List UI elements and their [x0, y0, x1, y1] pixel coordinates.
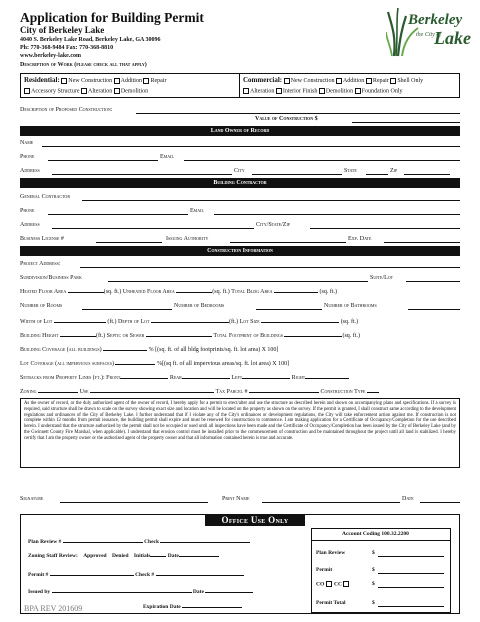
owner-address-field[interactable] — [52, 174, 232, 175]
com-interior-finish-label: Interior Finish — [282, 88, 318, 95]
com-alteration-label: Alteration — [250, 88, 275, 95]
number-of-bedrooms-field[interactable] — [256, 309, 322, 310]
zoning-review-row — [28, 553, 219, 559]
contractor-header: Building Contractor — [20, 178, 460, 188]
plan-review-check-label: Check — [144, 539, 160, 545]
subdivision-field[interactable] — [108, 281, 368, 282]
plan-review-row — [28, 539, 250, 545]
setback-rear-field[interactable] — [182, 378, 230, 379]
zoning-review-label: Zoning Staff Review: — [28, 553, 78, 559]
cc-checkbox[interactable] — [343, 581, 349, 587]
com-demolition-label: Demolition — [325, 88, 354, 95]
contractor-address-label: Address — [20, 222, 40, 228]
page-title: Application for Building Permit — [20, 10, 204, 25]
setback-front-field[interactable] — [120, 378, 168, 379]
owner-zip-label: Zip — [390, 168, 398, 174]
commercial-row-2 — [243, 88, 403, 94]
expiration-date-label: Expiration Date — [143, 604, 181, 610]
issued-by-field[interactable] — [52, 592, 192, 593]
zoning-date-field[interactable] — [179, 556, 219, 557]
initials-field[interactable] — [150, 556, 166, 557]
permit-total-field[interactable] — [378, 606, 444, 607]
issued-by-label: Issued by — [28, 589, 51, 595]
com-foundation-only-checkbox[interactable] — [355, 88, 361, 94]
cc-label: CC — [334, 581, 342, 588]
number-of-bedrooms-label: Number of Bedrooms — [174, 303, 225, 309]
building-height-label: Building Height — [20, 333, 59, 339]
revision-code: BPA REV 201609 — [24, 604, 83, 613]
contractor-citystatezip-field[interactable] — [310, 228, 460, 229]
issued-date-label: Date — [192, 589, 204, 595]
plan-review-field[interactable] — [63, 542, 143, 543]
res-alteration-label: Alteration — [87, 88, 113, 95]
issuing-authority-label: Issuing Authority — [166, 236, 209, 242]
permit-row — [28, 572, 244, 578]
contractor-phone-field[interactable] — [48, 214, 188, 215]
unheated-area-unit: (sq. ft.) — [212, 289, 230, 295]
lot-size-field[interactable] — [261, 322, 339, 323]
work-description-heading: Description of Work (please check all that apply) — [20, 62, 147, 68]
lot-coverage-formula: %[(sq ft. of all impervious areas/sq. ft. lot area) X 100] — [156, 361, 290, 367]
building-coverage-formula: % [(sq. ft. of all bldg footprints/sq. ft. lot area) X 100] — [148, 347, 279, 353]
legal-certification-text: As the owner of record, or the duly authorized agent of the owner of record, I hereby apply for a permit to erect/alter and use the structure as described herein and shown on accompanying plans and specifications. If a survey is required, said structure shall be drawn to scale on the survey showing exact size and location and will be located on the property as shown on the survey. If the permit is granted, I shall construct same according to the development regulations and ordinances of the City of Berkeley Lake. I further understand that if I violate any of the City's ordinances or development regulations, the City will take enforcement action against me. If construction is not complete within 12 months from permit issuance, the building permit shall expire and must be renewed for construction to commence. I am making application for a Certificate of Occupancy/Completion for the use described herein. I understand that the structure authorized by the permit shall not be occupied or used until all inspections have been made and the Certificate of Occupancy/Completion has been issued by the City of Berkeley Lake (and by the Gwinnett County Fire Marshal, when applicable). I understand that erosion control must be installed prior to the commencement of construction and be maintained throughout the project until all land is stabilized. I hereby certify that I am the property owner or the authorized agent of the property owner and that all information contained herein is true and accurate. — [20, 398, 460, 468]
height-unit: (ft.) — [96, 333, 106, 339]
permit-check-field[interactable] — [156, 575, 244, 576]
acct-co-cc-field[interactable] — [378, 587, 444, 588]
logo-word-berkeley: Berkeley — [408, 12, 463, 28]
lot-size-label: Lot Size — [239, 319, 260, 325]
heated-area-unit: (sq. ft.) — [103, 289, 122, 295]
business-license-field[interactable] — [96, 242, 162, 243]
floor-area-row — [20, 289, 337, 295]
signature-date-field[interactable] — [420, 502, 460, 503]
zoning-field[interactable] — [38, 392, 78, 393]
plan-review-label: Plan Review # — [28, 539, 62, 545]
width-of-lot-field[interactable] — [54, 322, 106, 323]
logo-word-lake: Lake — [434, 28, 471, 48]
lot-coverage-field[interactable] — [115, 364, 155, 365]
contractor-email-field[interactable] — [214, 214, 460, 215]
total-footprint-field[interactable] — [284, 336, 342, 337]
issued-date-field[interactable] — [205, 592, 253, 593]
logo-word-the-city-of: the City of — [416, 32, 441, 38]
building-height-field[interactable] — [60, 336, 96, 337]
heated-area-field[interactable] — [68, 292, 104, 293]
res-new-construction-label: New Construction — [68, 78, 113, 84]
suite-lot-label: Suite/Lot — [370, 275, 394, 281]
business-license-label: Business License # — [20, 236, 64, 242]
account-coding-label: Account Coding 100.32.2200 — [342, 531, 409, 537]
exp-date-field[interactable] — [384, 242, 460, 243]
construction-type-field[interactable] — [367, 392, 379, 393]
office-use-box — [20, 514, 460, 614]
city-website: www.berkeley-lake.com — [20, 53, 81, 59]
acct-permit-dollar: $ — [372, 567, 375, 573]
setback-left-label: Left — [231, 375, 243, 381]
print-name-label: Print Name — [222, 496, 250, 502]
res-accessory-checkbox[interactable] — [24, 88, 30, 94]
lot-dimensions-row — [20, 319, 358, 325]
acct-plan-review-field[interactable] — [378, 556, 444, 557]
residential-row-1 — [24, 76, 166, 84]
com-repair-label: Repair — [372, 78, 389, 84]
setbacks-row — [20, 375, 349, 381]
res-addition-label: Addition — [120, 78, 142, 84]
com-shell-only-checkbox[interactable] — [390, 78, 396, 84]
commercial-row-1 — [243, 76, 423, 84]
footprint-unit: (sq. ft.) — [342, 333, 360, 339]
initials-label: Initials — [133, 553, 151, 559]
com-addition-label: Addition — [342, 78, 365, 84]
setback-rear-label: Rear — [169, 375, 182, 381]
signature-label: Signature — [20, 496, 44, 502]
acct-permit-label: Permit — [316, 567, 333, 573]
general-contractor-label: General Contractor — [20, 194, 70, 200]
total-bldg-area-field[interactable] — [274, 292, 318, 293]
construction-type-label: Construction Type — [320, 389, 366, 395]
description-label: Description of Proposed Construction: — [20, 107, 113, 113]
building-coverage-label: Building Coverage (all buildings) — [20, 347, 102, 353]
land-owner-header: Land Owner of Record — [20, 126, 460, 136]
depth-unit: (ft.) — [228, 319, 239, 325]
contractor-address-field[interactable] — [52, 228, 254, 229]
total-bldg-area-unit: (sq. ft.) — [319, 289, 337, 295]
owner-city-field[interactable] — [252, 174, 342, 175]
value-label: Value of Construction $ — [255, 116, 318, 122]
setback-right-label: Right — [291, 375, 306, 381]
com-new-construction-checkbox[interactable] — [284, 78, 290, 84]
contractor-phone-label: Phone — [20, 208, 35, 214]
septic-sewer-label: Septic or Sewer — [106, 333, 145, 339]
com-alteration-checkbox[interactable] — [243, 88, 249, 94]
permit-number-field[interactable] — [50, 575, 134, 576]
project-address-label: Project Address: — [20, 261, 61, 267]
number-of-bathrooms-label: Number of Bathrooms — [324, 303, 377, 309]
res-alteration-checkbox[interactable] — [81, 88, 87, 94]
value-field[interactable] — [352, 122, 460, 123]
lot-size-unit: (sq. ft.) — [340, 319, 359, 325]
res-new-construction-checkbox[interactable] — [61, 78, 67, 84]
issued-by-row — [28, 589, 253, 595]
zoning-row — [20, 389, 379, 395]
setback-right-field[interactable] — [305, 378, 349, 379]
owner-address-label: Address — [20, 168, 40, 174]
building-coverage-field[interactable] — [103, 350, 147, 351]
lot-coverage-label: Lot Coverage (all impervious surfaces) — [20, 361, 114, 367]
plan-review-check-field[interactable] — [160, 542, 250, 543]
owner-zip-field[interactable] — [404, 174, 450, 175]
owner-phone-label: Phone — [20, 154, 35, 160]
owner-name-label: Name — [20, 140, 34, 146]
description-field[interactable] — [136, 113, 460, 114]
construction-info-header: Construction Information — [20, 246, 460, 256]
co-label: CO — [316, 581, 325, 588]
owner-email-label: Email — [160, 154, 174, 160]
res-demolition-checkbox[interactable] — [114, 88, 120, 94]
owner-city-label: City — [234, 168, 245, 174]
exp-date-label: Exp. Date — [348, 236, 372, 242]
city-address: 4040 S. Berkeley Lake Road, Berkeley Lake, GA 30096 — [20, 37, 161, 43]
denied-label: Denied — [112, 553, 129, 559]
total-footprint-label: Total Footprint of Buildings — [213, 333, 283, 339]
account-coding-box — [311, 528, 451, 613]
permit-number-label: Permit # — [28, 572, 49, 578]
setback-front-label: Front — [106, 375, 121, 381]
com-interior-finish-checkbox[interactable] — [276, 88, 282, 94]
res-repair-label: Repair — [150, 78, 167, 84]
use-label: Use — [79, 389, 89, 395]
permit-total-label: Permit Total — [316, 600, 346, 606]
city-name: City of Berkeley Lake — [20, 25, 105, 35]
number-of-bathrooms-field[interactable] — [408, 309, 460, 310]
res-addition-checkbox[interactable] — [114, 78, 120, 84]
residential-row-2 — [24, 88, 148, 94]
approved-label: Approved — [83, 553, 107, 559]
owner-name-field[interactable] — [42, 146, 460, 147]
zoning-label: Zoning — [20, 389, 37, 395]
com-addition-checkbox[interactable] — [336, 78, 342, 84]
depth-of-lot-field[interactable] — [151, 322, 229, 323]
acct-permit-field[interactable] — [378, 573, 444, 574]
width-unit: (ft.) — [107, 319, 117, 325]
acct-total-dollar: $ — [372, 600, 375, 606]
tax-parcel-field[interactable] — [249, 392, 319, 393]
owner-state-label: State — [344, 168, 357, 174]
zoning-date-label: Date — [167, 553, 179, 559]
co-cc-row — [316, 581, 350, 587]
contractor-email-label: Email — [190, 208, 204, 214]
unheated-area-label: Unheated Floor Area — [122, 289, 175, 295]
heated-area-label: Heated Floor Area — [20, 289, 67, 295]
commercial-label: Commercial: — [243, 76, 283, 84]
tax-parcel-label: Tax Parcel # — [215, 389, 248, 395]
septic-sewer-field[interactable] — [146, 336, 212, 337]
com-new-construction-label: New Construction — [290, 78, 335, 84]
general-contractor-field[interactable] — [82, 200, 460, 201]
com-demolition-checkbox[interactable] — [319, 88, 325, 94]
use-field[interactable] — [90, 392, 214, 393]
com-repair-checkbox[interactable] — [366, 78, 372, 84]
residential-label: Residential: — [24, 76, 60, 84]
issuing-authority-field[interactable] — [230, 242, 346, 243]
owner-state-field[interactable] — [366, 174, 388, 175]
acct-plan-review-dollar: $ — [372, 550, 375, 556]
number-of-rooms-field[interactable] — [82, 309, 172, 310]
signature-date-label: Date — [402, 496, 414, 502]
res-accessory-label: Accessory Structure — [31, 88, 80, 95]
expiration-date-field[interactable] — [182, 607, 242, 608]
acct-plan-review-label: Plan Review — [316, 550, 346, 556]
office-use-header: Office Use Only — [205, 514, 305, 526]
lot-coverage-row — [20, 361, 289, 367]
com-foundation-only-label: Foundation Only — [361, 88, 403, 95]
setback-left-field[interactable] — [242, 378, 290, 379]
contractor-citystatezip-label: City/State/Zip — [256, 222, 291, 228]
width-of-lot-label: Width of Lot — [20, 319, 53, 325]
owner-phone-field[interactable] — [48, 160, 158, 161]
res-repair-checkbox[interactable] — [143, 78, 149, 84]
work-type-box — [20, 73, 460, 98]
unheated-area-field[interactable] — [176, 292, 212, 293]
acct-co-dollar: $ — [372, 581, 375, 587]
print-name-field[interactable] — [262, 502, 400, 503]
number-of-rooms-label: Number of Rooms — [20, 303, 63, 309]
expiration-row — [143, 604, 242, 610]
total-bldg-area-label: Total Bldg Area — [231, 289, 273, 295]
res-demolition-label: Demolition — [120, 88, 149, 95]
owner-email-field[interactable] — [184, 160, 460, 161]
height-row — [20, 333, 360, 339]
subdivision-label: Subdivision/Business Park — [20, 275, 82, 281]
depth-of-lot-label: Depth of Lot — [118, 319, 150, 325]
city-logo — [386, 6, 471, 66]
setbacks-label: Setbacks from Property Lines (ft.): — [20, 375, 105, 381]
permit-check-label: Check # — [135, 572, 155, 578]
project-address-field[interactable] — [80, 267, 460, 268]
com-shell-only-label: Shell Only — [397, 78, 424, 84]
signature-field[interactable] — [60, 502, 208, 503]
co-checkbox[interactable] — [326, 581, 332, 587]
city-phone: Ph: 770-368-9484 Fax: 770-368-8810 — [20, 45, 114, 51]
suite-lot-field[interactable] — [406, 281, 460, 282]
building-coverage-row — [20, 347, 278, 353]
